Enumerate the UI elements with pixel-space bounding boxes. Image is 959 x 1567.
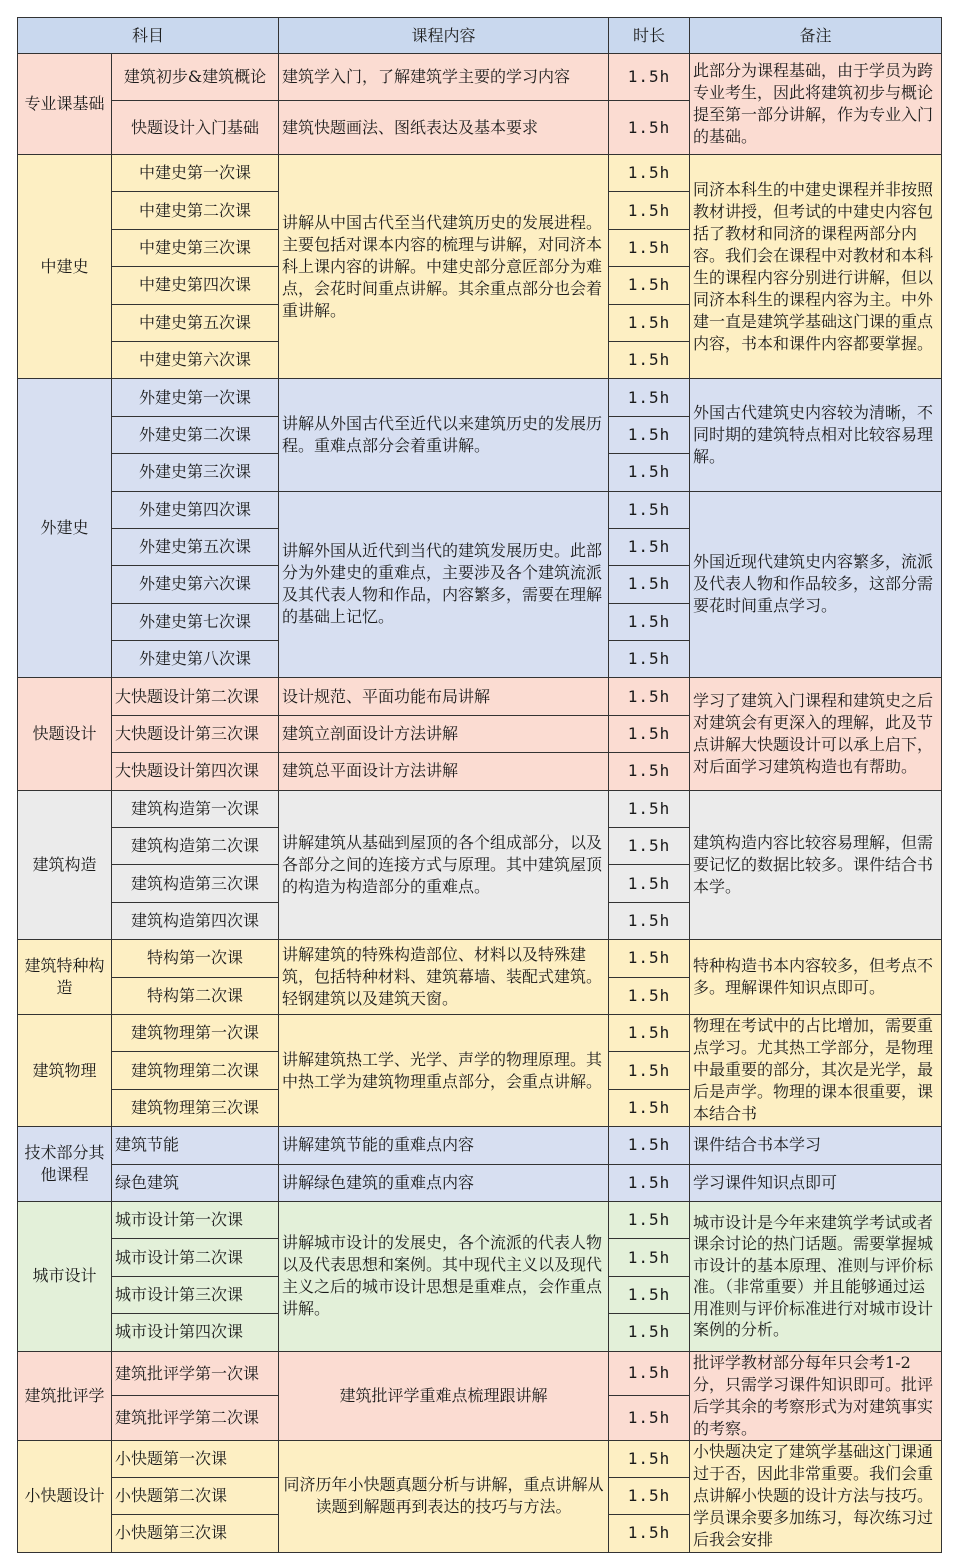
- duration-cell: 1.5h: [609, 1477, 690, 1514]
- lesson-cell: 建筑构造第四次课: [112, 902, 279, 939]
- subject-cell: 城市设计: [18, 1201, 112, 1351]
- header-notes: 备注: [690, 18, 942, 54]
- duration-cell: 1.5h: [609, 528, 690, 565]
- subject-cell: 建筑特种构造: [18, 940, 112, 1015]
- duration-cell: 1.5h: [609, 101, 690, 155]
- duration-cell: 1.5h: [609, 1239, 690, 1276]
- content-cell: 同济历年小快题真题分析与讲解，重点讲解从读题到解题再到表达的技巧与方法。: [279, 1440, 609, 1552]
- table-row: [18, 678, 942, 715]
- note-cell: 此部分为课程基础，由于学员为跨专业考生，因此将建筑初步与概论提至第一部分讲解，作为专业入门的基础。: [690, 54, 942, 155]
- content-cell: 建筑学入门，了解建筑学主要的学习内容: [279, 54, 609, 101]
- duration-cell: 1.5h: [609, 790, 690, 827]
- lesson-cell: 城市设计第四次课: [112, 1314, 279, 1351]
- duration-cell: 1.5h: [609, 603, 690, 640]
- note-cell: 建筑构造内容比较容易理解，但需要记忆的数据比较多。课件结合书本学。: [690, 790, 942, 940]
- duration-cell: 1.5h: [609, 753, 690, 790]
- table-row: [18, 1164, 942, 1201]
- lesson-cell: 特构第一次课: [112, 940, 279, 977]
- duration-cell: 1.5h: [609, 155, 690, 192]
- lesson-cell: 建筑构造第三次课: [112, 865, 279, 902]
- duration-cell: 1.5h: [609, 977, 690, 1014]
- content-cell: 讲解从中国古代至当代建筑历史的发展进程。主要包括对课本内容的梳理与讲解，对同济本科上课内容的讲解。中建史部分意匠部分为难点，会花时间重点讲解。其余重点部分也会着重讲解。: [279, 155, 609, 379]
- subject-cell: 中建史: [18, 155, 112, 379]
- course-schedule: [17, 17, 942, 1553]
- duration-cell: 1.5h: [609, 1052, 690, 1089]
- note-cell: 学习了建筑入门课程和建筑史之后对建筑会有更深入的理解，此及节点讲解大快题设计可以承上启下，对后面学习建筑构造也有帮助。: [690, 678, 942, 790]
- content-cell: 讲解外国从近代到当代的建筑发展历史。此部分为外建史的重难点，主要涉及各个建筑流派及其代表人物和作品，内容繁多，需要在理解的基础上记忆。: [279, 491, 609, 678]
- content-cell: 讲解从外国古代至近代以来建筑历史的发展历程。重难点部分会着重讲解。: [279, 379, 609, 491]
- lesson-cell: 中建史第一次课: [112, 155, 279, 192]
- lesson-cell: 建筑物理第一次课: [112, 1014, 279, 1051]
- duration-cell: 1.5h: [609, 1314, 690, 1351]
- duration-cell: 1.5h: [609, 54, 690, 101]
- lesson-cell: 建筑物理第三次课: [112, 1089, 279, 1126]
- table-row: [18, 1351, 942, 1396]
- duration-cell: 1.5h: [609, 1089, 690, 1126]
- table-row: [18, 379, 942, 416]
- header-row: [18, 18, 942, 54]
- duration-cell: 1.5h: [609, 192, 690, 229]
- lesson-cell: 大快题设计第三次课: [112, 715, 279, 752]
- lesson-cell: 外建史第八次课: [112, 641, 279, 678]
- duration-cell: 1.5h: [609, 1515, 690, 1552]
- duration-cell: 1.5h: [609, 902, 690, 939]
- duration-cell: 1.5h: [609, 566, 690, 603]
- subject-cell: 技术部分其他课程: [18, 1127, 112, 1202]
- note-cell: 同济本科生的中建史课程并非按照教材讲授，但考试的中建史内容包括了教材和同济的课程两部分内容。我们会在课程中对教材和本科生的课程内容分别进行讲解，但以同济本科生的课程内容为主。中外建一直是建筑学基础这门课的重点内容，书本和课件内容都要掌握。: [690, 155, 942, 379]
- content-cell: 建筑批评学重难点梳理跟讲解: [279, 1351, 609, 1440]
- note-cell: 批评学教材部分每年只会考1-2分，只需学习课件知识即可。批评后学其余的考察形式为对建筑事实的考察。: [690, 1351, 942, 1440]
- duration-cell: 1.5h: [609, 454, 690, 491]
- lesson-cell: 建筑初步&建筑概论: [112, 54, 279, 101]
- note-cell: 外国近现代建筑史内容繁多，流派及代表人物和作品较多，这部分需要花时间重点学习。: [690, 491, 942, 678]
- duration-cell: 1.5h: [609, 940, 690, 977]
- subject-cell: 快题设计: [18, 678, 112, 790]
- content-cell: 讲解建筑节能的重难点内容: [279, 1127, 609, 1164]
- lesson-cell: 城市设计第一次课: [112, 1201, 279, 1238]
- content-cell: 讲解绿色建筑的重难点内容: [279, 1164, 609, 1201]
- note-cell: 特种构造书本内容较多，但考点不多。理解课件知识点即可。: [690, 940, 942, 1015]
- content-cell: 讲解建筑的特殊构造部位、材料以及特殊建筑，包括特种材料、建筑幕墙、装配式建筑。轻钢建筑以及建筑天窗。: [279, 940, 609, 1015]
- duration-cell: 1.5h: [609, 1201, 690, 1238]
- lesson-cell: 外建史第七次课: [112, 603, 279, 640]
- note-cell: 城市设计是今年来建筑学考试或者课余讨论的热门话题。需要掌握城市设计的基本原理、准则与评价标准。（非常重要）并且能够通过运用准则与评价标准进行对城市设计案例的分析。: [690, 1201, 942, 1351]
- lesson-cell: 小快题第二次课: [112, 1477, 279, 1514]
- header-duration: 时长: [609, 18, 690, 54]
- lesson-cell: 建筑节能: [112, 1127, 279, 1164]
- duration-cell: 1.5h: [609, 865, 690, 902]
- subject-cell: 外建史: [18, 379, 112, 678]
- duration-cell: 1.5h: [609, 1440, 690, 1477]
- note-cell: 课件结合书本学习: [690, 1127, 942, 1164]
- lesson-cell: 城市设计第三次课: [112, 1276, 279, 1313]
- table-row: [18, 1014, 942, 1051]
- duration-cell: 1.5h: [609, 379, 690, 416]
- lesson-cell: 中建史第五次课: [112, 304, 279, 341]
- lesson-cell: 外建史第一次课: [112, 379, 279, 416]
- duration-cell: 1.5h: [609, 304, 690, 341]
- lesson-cell: 建筑批评学第一次课: [112, 1351, 279, 1396]
- table-row: [18, 1201, 942, 1238]
- lesson-cell: 大快题设计第四次课: [112, 753, 279, 790]
- lesson-cell: 中建史第三次课: [112, 229, 279, 266]
- lesson-cell: 城市设计第二次课: [112, 1239, 279, 1276]
- lesson-cell: 特构第二次课: [112, 977, 279, 1014]
- header-content: 课程内容: [279, 18, 609, 54]
- lesson-cell: 建筑构造第一次课: [112, 790, 279, 827]
- duration-cell: 1.5h: [609, 1164, 690, 1201]
- table-row: [18, 1127, 942, 1164]
- table-row: [18, 491, 942, 528]
- duration-cell: 1.5h: [609, 267, 690, 304]
- lesson-cell: 小快题第一次课: [112, 1440, 279, 1477]
- subject-cell: 建筑物理: [18, 1014, 112, 1126]
- subject-cell: 建筑批评学: [18, 1351, 112, 1440]
- content-cell: 设计规范、平面功能布局讲解: [279, 678, 609, 715]
- subject-cell: 小快题设计: [18, 1440, 112, 1552]
- lesson-cell: 小快题第三次课: [112, 1515, 279, 1552]
- note-cell: 小快题决定了建筑学基础这门课通过于否，因此非常重要。我们会重点讲解小快题的设计方法与技巧。学员课余要多加练习，每次练习过后我会安排: [690, 1440, 942, 1552]
- content-cell: 讲解建筑热工学、光学、声学的物理原理。其中热工学为建筑物理重点部分，会重点讲解。: [279, 1014, 609, 1126]
- duration-cell: 1.5h: [609, 828, 690, 865]
- note-cell: 物理在考试中的占比增加，需要重点学习。尤其热工学部分，是物理中最重要的部分，其次是光学，最后是声学。物理的课本很重要，课本结合书: [690, 1014, 942, 1126]
- duration-cell: 1.5h: [609, 1014, 690, 1051]
- table-row: [18, 1440, 942, 1477]
- content-cell: 建筑快题画法、图纸表达及基本要求: [279, 101, 609, 155]
- duration-cell: 1.5h: [609, 1127, 690, 1164]
- duration-cell: 1.5h: [609, 1396, 690, 1441]
- content-cell: 讲解城市设计的发展史，各个流派的代表人物以及代表思想和案例。其中现代主义以及现代主义之后的城市设计思想是重难点，会作重点讲解。: [279, 1201, 609, 1351]
- lesson-cell: 中建史第二次课: [112, 192, 279, 229]
- content-cell: 讲解建筑从基础到屋顶的各个组成部分，以及各部分之间的连接方式与原理。其中建筑屋顶的构造为构造部分的重难点。: [279, 790, 609, 940]
- lesson-cell: 建筑物理第二次课: [112, 1052, 279, 1089]
- lesson-cell: 大快题设计第二次课: [112, 678, 279, 715]
- lesson-cell: 建筑构造第二次课: [112, 828, 279, 865]
- duration-cell: 1.5h: [609, 715, 690, 752]
- content-cell: 建筑总平面设计方法讲解: [279, 753, 609, 790]
- lesson-cell: 绿色建筑: [112, 1164, 279, 1201]
- header-subject: 科目: [18, 18, 279, 54]
- lesson-cell: 中建史第四次课: [112, 267, 279, 304]
- content-cell: 建筑立剖面设计方法讲解: [279, 715, 609, 752]
- course-table: [17, 17, 942, 1553]
- lesson-cell: 快题设计入门基础: [112, 101, 279, 155]
- subject-cell: 专业课基础: [18, 54, 112, 155]
- lesson-cell: 外建史第六次课: [112, 566, 279, 603]
- table-row: [18, 940, 942, 977]
- table-row: [18, 790, 942, 827]
- duration-cell: 1.5h: [609, 416, 690, 453]
- duration-cell: 1.5h: [609, 1276, 690, 1313]
- duration-cell: 1.5h: [609, 229, 690, 266]
- note-cell: 学习课件知识点即可: [690, 1164, 942, 1201]
- duration-cell: 1.5h: [609, 341, 690, 378]
- table-row: [18, 155, 942, 192]
- subject-cell: 建筑构造: [18, 790, 112, 940]
- lesson-cell: 外建史第三次课: [112, 454, 279, 491]
- lesson-cell: 建筑批评学第二次课: [112, 1396, 279, 1441]
- table-row: [18, 54, 942, 101]
- lesson-cell: 外建史第五次课: [112, 528, 279, 565]
- duration-cell: 1.5h: [609, 491, 690, 528]
- lesson-cell: 外建史第二次课: [112, 416, 279, 453]
- duration-cell: 1.5h: [609, 641, 690, 678]
- duration-cell: 1.5h: [609, 678, 690, 715]
- duration-cell: 1.5h: [609, 1351, 690, 1396]
- lesson-cell: 外建史第四次课: [112, 491, 279, 528]
- lesson-cell: 中建史第六次课: [112, 341, 279, 378]
- note-cell: 外国古代建筑史内容较为清晰，不同时期的建筑特点相对比较容易理解。: [690, 379, 942, 491]
